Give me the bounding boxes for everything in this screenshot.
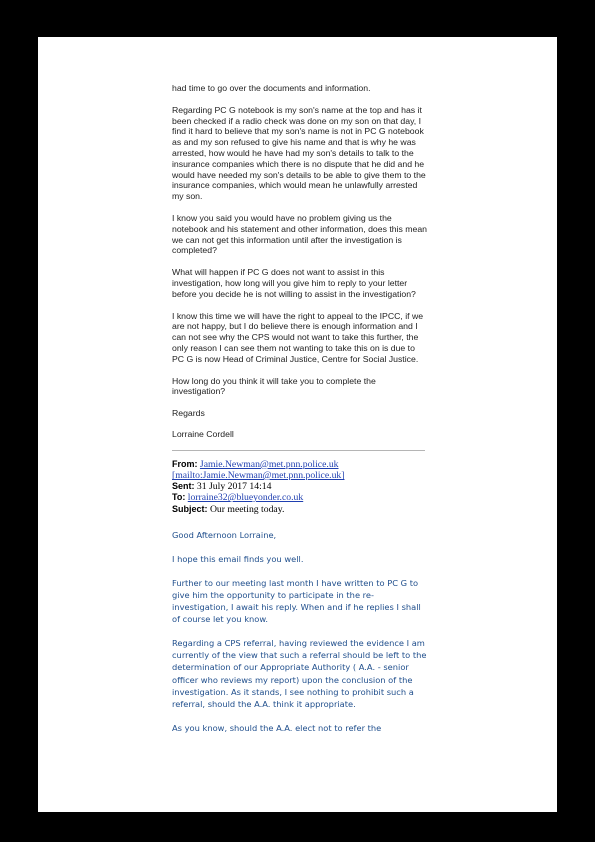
body-paragraph: Regarding PC G notebook is my son's name at the top and has it been checked if a radio check was done on my son on that day, I find it hard to believe that my son's name is not in PC G notebook as and my son refused to give his name and that is why he was arrested, how would he have had my son's details to talk to the insurance companies which there is no dispute that he did and he would have needed my son's details to be able to give them to the insurance companies, which would mean he unlawfully arrested my son. (172, 104, 426, 202)
mailto-line (172, 470, 428, 481)
body-paragraph: I know you said you would have no problem giving us the notebook and his statement and other information, does this mean we can not get this information until after the investigation is completed? (172, 212, 427, 256)
subject-line (172, 504, 428, 515)
sent-value: 31 July 2017 14:14 (196, 481, 272, 493)
reply-paragraph: Regarding a CPS referral, having reviewed the evidence I am currently of the view that such a referral should be left to the determination of our Appropriate Authority ( A.A. - senior officer who reviews my report) upon the conclusion of the investigation. As it stands, I see nothing to prohibit such a referral, should the A.A. think it appropriate. (172, 638, 427, 709)
body-paragraph: How long do you think it will take you to complete the investigation? (172, 375, 376, 397)
signature-name: Lorraine Cordell (172, 428, 234, 439)
to-email-link[interactable]: lorraine32@blueyonder.co.uk (187, 492, 304, 504)
to-line (172, 492, 428, 503)
mailto-link[interactable]: [mailto:Jamie.Newman@met.pnn.police.uk] (172, 469, 345, 481)
email-content (172, 83, 428, 746)
reply-greeting: Good Afternoon Lorraine, (172, 529, 277, 540)
reply-paragraph: Further to our meeting last month I have written to PC G to give him the opportunity to participate in the re-investigation, I await his reply. When and if he replies I shall of course let you know. (172, 577, 421, 625)
sent-line (172, 481, 428, 492)
reply-paragraph: I hope this email finds you well. (172, 553, 304, 564)
from-email-link[interactable]: Jamie.Newman@met.pnn.police.uk (199, 458, 339, 470)
sent-label: Sent: (172, 481, 195, 492)
body-paragraph: I know this time we will have the right to appeal to the IPCC, if we are not happy, but I do believe there is enough information and I can not see why the CPS would not want to take this further, the only reason I can see them not wanting to take this on is due to PC G is now Head of Criminal Justice, Centre for Social Justice. (172, 310, 424, 364)
subject-label: Subject: (172, 503, 208, 514)
document-page (38, 37, 557, 835)
reply-paragraph: As you know, should the A.A. elect not to refer the (172, 722, 382, 733)
email-header (172, 459, 428, 515)
to-label: To: (172, 492, 186, 503)
page-number: 3741 (282, 819, 313, 835)
reply-body (172, 529, 428, 734)
email-divider (172, 450, 425, 451)
body-paragraph: What will happen if PC G does not want to assist in this investigation, how long will you give him to reply to your letter before you decide he is not willing to assist in the investigation? (172, 267, 416, 299)
subject-value: Our meeting today. (209, 503, 285, 515)
regards-line: Regards (172, 408, 205, 419)
from-label: From: (172, 458, 198, 469)
body-paragraph: had time to go over the documents and information. (172, 83, 371, 93)
from-line (172, 459, 428, 470)
